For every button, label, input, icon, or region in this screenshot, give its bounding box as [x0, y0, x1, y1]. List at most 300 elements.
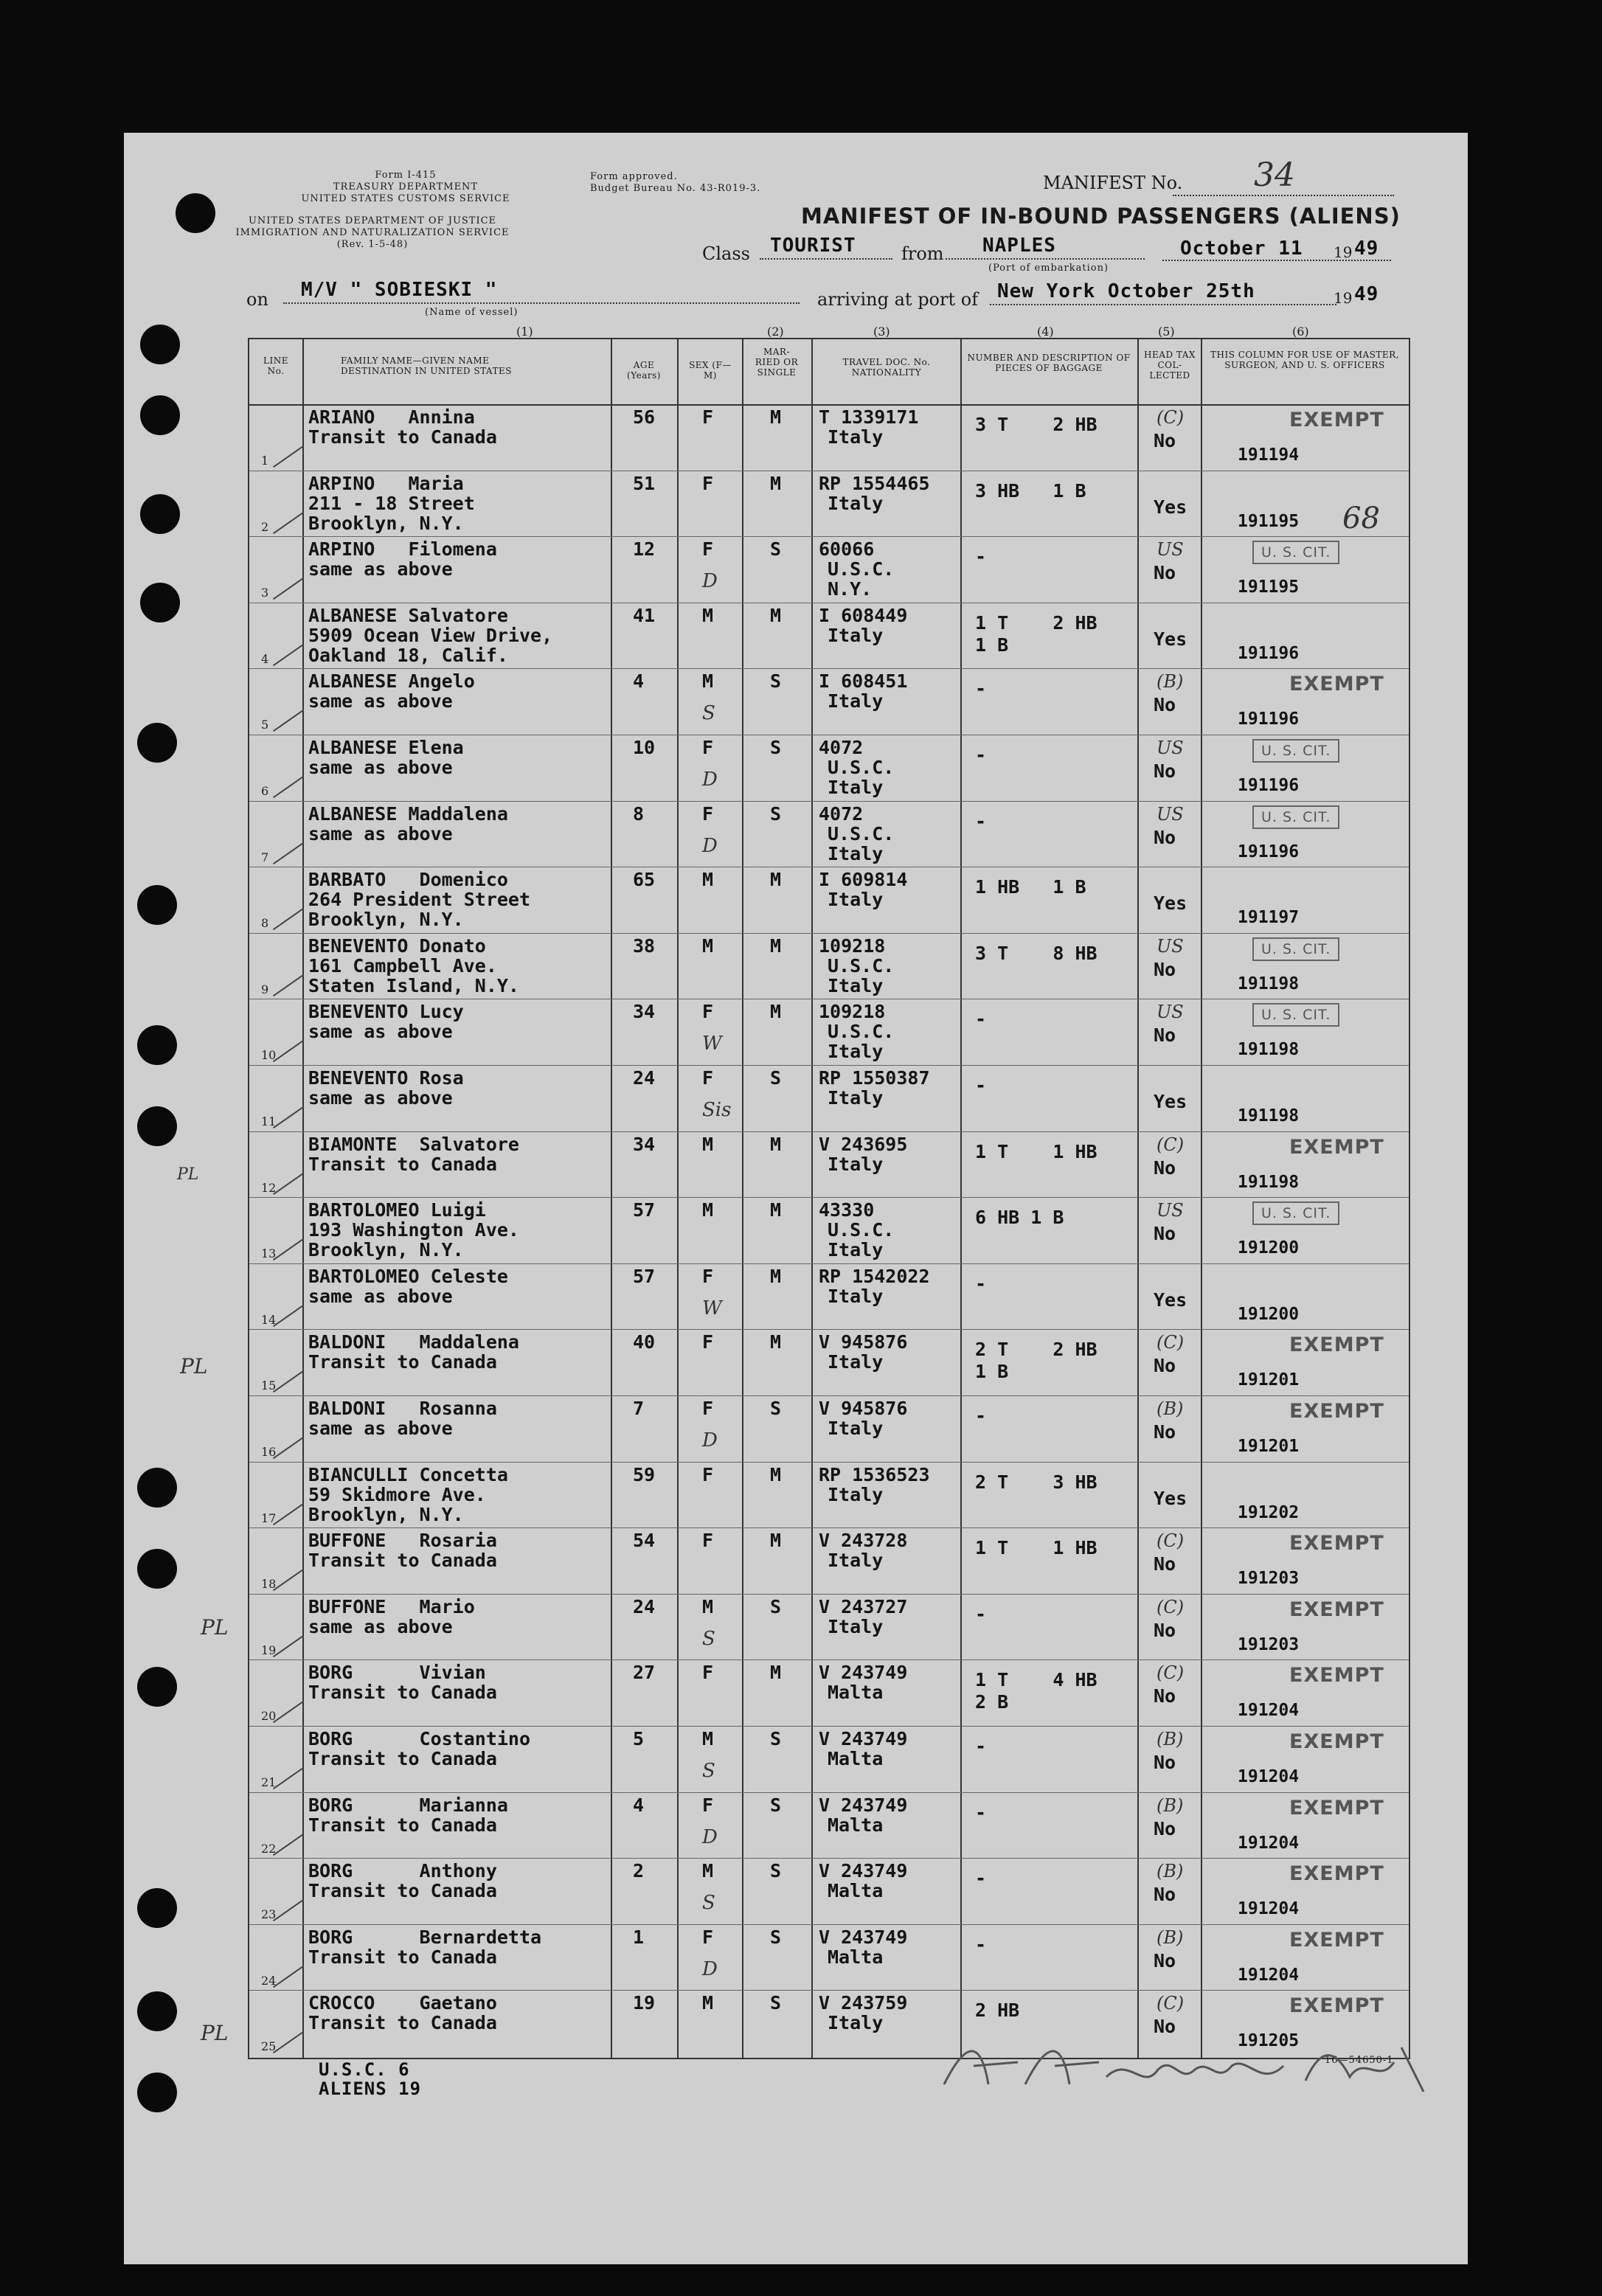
travel-doc: I 609814	[819, 869, 908, 891]
sex: M	[702, 670, 714, 693]
header-age: AGE (Years)	[627, 360, 661, 381]
usc-count: U.S.C. 6	[319, 2059, 410, 2080]
tax-annotation: US	[1157, 738, 1184, 758]
check-mark	[273, 1370, 304, 1392]
baggage: 1 T 4 HB	[975, 1669, 1098, 1691]
arrival-port-date: New York October 25th	[997, 280, 1255, 302]
exempt-stamp: EXEMPT	[1289, 1333, 1384, 1357]
age: 65	[633, 869, 656, 891]
line-number: 1	[261, 454, 269, 468]
margin-note: PL	[201, 1615, 229, 1640]
row-divider	[249, 801, 1409, 802]
row-divider	[249, 1792, 1409, 1793]
row-divider	[249, 1131, 1409, 1132]
officer-number: 191198	[1238, 1172, 1300, 1192]
sex: F	[702, 1067, 714, 1089]
head-tax: No	[1154, 694, 1176, 716]
tax-annotation: (C)	[1157, 1134, 1185, 1155]
age: 19	[633, 1992, 656, 2014]
tax-annotation: US	[1157, 803, 1184, 825]
head-tax: No	[1154, 1156, 1176, 1179]
approval-block	[590, 171, 760, 195]
marital-status: M	[770, 934, 782, 957]
nationality: Italy	[828, 1087, 884, 1109]
travel-doc: I 608451	[819, 670, 908, 693]
line-number: 16	[261, 1445, 277, 1459]
table-row	[249, 536, 1409, 601]
tax-annotation: (C)	[1157, 1993, 1185, 2014]
line-number: 24	[261, 1973, 277, 1988]
table-row	[249, 1263, 1409, 1328]
check-mark	[273, 1040, 304, 1062]
line-number: 25	[261, 2039, 277, 2054]
aliens-count: ALIENS 19	[319, 2078, 422, 2099]
header-travel: TRAVEL DOC. No. NATIONALITY	[842, 357, 931, 378]
nationality: U.S.C. Italy	[828, 954, 895, 996]
passenger-name: BENEVENTO Donato	[308, 934, 486, 957]
head-tax: No	[1154, 1817, 1176, 1839]
sex: F	[702, 1398, 714, 1419]
passenger-name: BORG Marianna	[308, 1794, 508, 1816]
passenger-name: ALBANESE Elena	[308, 737, 464, 758]
head-tax: Yes	[1154, 1487, 1187, 1509]
punch-hole	[137, 1888, 177, 1928]
handwritten-number: 68	[1342, 502, 1380, 535]
exempt-stamp: EXEMPT	[1289, 1532, 1384, 1555]
head-tax: No	[1154, 1752, 1176, 1773]
exempt-stamp: EXEMPT	[1289, 673, 1384, 696]
tax-annotation: US	[1157, 1002, 1184, 1023]
destination: Transit to Canada	[308, 1880, 497, 1902]
sex: F	[702, 1463, 714, 1485]
punch-hole	[137, 1549, 177, 1589]
table-row	[249, 1594, 1409, 1659]
punch-hole	[137, 2073, 177, 2112]
sex: M	[702, 604, 714, 626]
line-number: 12	[261, 1180, 277, 1195]
destination: 211 - 18 Street Brooklyn, N.Y.	[308, 492, 475, 534]
age: 34	[633, 1133, 656, 1155]
relation-mark: D	[702, 1429, 718, 1452]
header-baggage: NUMBER AND DESCRIPTION OF PIECES OF BAGGAGE	[967, 353, 1131, 373]
table-row	[249, 1726, 1409, 1791]
sex: F	[702, 1331, 714, 1353]
baggage: 3 HB 1 B	[975, 479, 1086, 502]
baggage: 2 HB	[975, 2000, 1020, 2022]
exempt-stamp: EXEMPT	[1289, 1400, 1384, 1423]
us-cit-stamp: U. S. CIT.	[1252, 1003, 1339, 1027]
exempt-stamp: EXEMPT	[1289, 1994, 1384, 2018]
travel-doc: 109218	[819, 934, 886, 957]
destination: same as above	[308, 690, 453, 712]
age: 1	[633, 1926, 645, 1948]
destination: Transit to Canada	[308, 1351, 497, 1373]
punch-hole	[137, 885, 177, 925]
destination: same as above	[308, 1021, 453, 1043]
nationality: U.S.C. N.Y.	[828, 558, 895, 600]
nationality: Italy	[828, 889, 884, 911]
row-divider	[249, 1858, 1409, 1859]
punch-hole	[140, 395, 180, 435]
passenger-name: CROCCO Gaetano	[308, 1992, 497, 2014]
officer-number: 191202	[1238, 1502, 1300, 1522]
passenger-name: ALBANESE Angelo	[308, 670, 475, 693]
travel-doc: RP 1550387	[819, 1067, 930, 1089]
table-row	[249, 801, 1409, 866]
baggage: 1 HB 1 B	[975, 876, 1086, 898]
vessel-line	[283, 302, 800, 304]
line-number: 11	[261, 1114, 277, 1128]
check-mark	[273, 776, 304, 798]
budget-bureau: Budget Bureau No. 43-R019-3.	[590, 183, 761, 194]
passenger-name: BORG Vivian	[308, 1662, 486, 1684]
passenger-table	[248, 338, 1410, 2059]
line-number: 4	[261, 651, 269, 666]
age: 59	[633, 1463, 656, 1485]
relation-mark: D	[702, 570, 718, 593]
us-cit-stamp: U. S. CIT.	[1252, 739, 1339, 763]
destination: Transit to Canada	[308, 1550, 497, 1572]
margin-note: PL	[201, 2021, 229, 2045]
header-officers: THIS COLUMN FOR USE OF MASTER, SURGEON, AND U. S. OFFICERS	[1210, 350, 1399, 370]
marital-status: S	[770, 1595, 782, 1617]
head-tax: No	[1154, 760, 1176, 782]
destination: 59 Skidmore Ave. Brooklyn, N.Y.	[308, 1483, 486, 1525]
tax-annotation: (B)	[1157, 1861, 1184, 1882]
nationality: Malta	[828, 1946, 884, 1968]
travel-doc: 109218	[819, 1001, 886, 1023]
nationality: Italy	[828, 1615, 884, 1637]
destination: Transit to Canada	[308, 1748, 497, 1769]
row-divider	[249, 1197, 1409, 1198]
travel-doc: RP 1554465	[819, 472, 930, 494]
baggage: 1 T 1 HB	[975, 1537, 1098, 1559]
destination: same as above	[308, 558, 453, 580]
tax-annotation: US	[1157, 1200, 1184, 1221]
tax-annotation: (C)	[1157, 1332, 1185, 1353]
row-divider	[249, 1263, 1409, 1264]
column-number: (5)	[1158, 325, 1175, 339]
table-row	[249, 735, 1409, 800]
sex: M	[702, 1199, 714, 1221]
header-line-no: LINE No.	[263, 356, 288, 376]
marital-status: M	[770, 604, 782, 626]
marital-status: M	[770, 1463, 782, 1485]
punch-hole	[137, 1667, 177, 1707]
tax-annotation: (C)	[1157, 1530, 1185, 1552]
travel-doc: I 608449	[819, 604, 908, 626]
baggage: -	[975, 1272, 987, 1294]
travel-doc: 4072	[819, 802, 864, 825]
age: 10	[633, 737, 656, 758]
tax-annotation: (B)	[1157, 671, 1184, 693]
officer-number: 191203	[1238, 1634, 1300, 1654]
officer-number: 191204	[1238, 1965, 1300, 1985]
officer-number: 191195	[1238, 511, 1300, 531]
relation-mark: W	[702, 1033, 722, 1055]
head-tax: No	[1154, 958, 1176, 980]
exempt-stamp: EXEMPT	[1289, 1796, 1384, 1820]
nationality: Italy	[828, 1418, 884, 1439]
destination: same as above	[308, 1615, 453, 1637]
relation-mark: S	[702, 1627, 715, 1650]
line-number: 9	[261, 982, 269, 996]
travel-doc: 4072	[819, 737, 864, 758]
form-code: 16—54650-1	[1325, 2055, 1394, 2066]
passenger-name: BIANCULLI Concetta	[308, 1463, 508, 1485]
on-label: on	[246, 289, 268, 310]
sex: F	[702, 472, 714, 494]
destination: same as above	[308, 757, 453, 778]
check-mark	[273, 1238, 304, 1260]
travel-doc: V 243749	[819, 1662, 908, 1684]
table-row	[249, 1329, 1409, 1394]
head-tax: No	[1154, 1421, 1176, 1443]
passenger-name: BALDONI Rosanna	[308, 1398, 497, 1419]
relation-mark: D	[702, 1825, 718, 1848]
passenger-name: BARTOLOMEO Luigi	[308, 1199, 486, 1221]
head-tax: No	[1154, 1884, 1176, 1906]
punch-hole	[137, 1991, 177, 2031]
sex: F	[702, 1926, 714, 1948]
sex: M	[702, 1133, 714, 1155]
line-number: 3	[261, 586, 269, 600]
punch-hole	[137, 1025, 177, 1065]
row-divider	[249, 1065, 1409, 1066]
baggage: -	[975, 1867, 987, 1890]
table-row	[249, 1792, 1409, 1857]
marital-status: S	[770, 1992, 782, 2014]
row-divider	[249, 1527, 1409, 1528]
head-tax: No	[1154, 1355, 1176, 1377]
travel-doc: V 243728	[819, 1530, 908, 1552]
head-tax: No	[1154, 1685, 1176, 1707]
relation-mark: Sis	[702, 1099, 732, 1121]
baggage: 3 T 8 HB	[975, 942, 1098, 964]
relation-mark: S	[702, 702, 715, 725]
manifest-no-value: 34	[1254, 156, 1295, 194]
baggage: -	[975, 1933, 987, 1955]
marital-status: M	[770, 472, 782, 494]
age: 8	[633, 802, 645, 825]
nationality: Malta	[828, 1682, 884, 1704]
column-number: (3)	[873, 325, 890, 339]
line-number: 17	[261, 1511, 277, 1525]
travel-doc: 43330	[819, 1199, 875, 1221]
head-tax: No	[1154, 430, 1176, 451]
nationality: Italy	[828, 2012, 884, 2034]
travel-doc: RP 1536523	[819, 1463, 930, 1485]
vessel-caption: (Name of vessel)	[425, 307, 519, 318]
age: 57	[633, 1265, 656, 1287]
travel-doc: V 945876	[819, 1331, 908, 1353]
marital-status: M	[770, 1662, 782, 1684]
sex: F	[702, 1662, 714, 1684]
passenger-name: BUFFONE Rosaria	[308, 1530, 497, 1552]
baggage-extra: 1 B	[975, 634, 1009, 656]
row-divider	[249, 1462, 1409, 1463]
line-number: 2	[261, 519, 269, 534]
exempt-stamp: EXEMPT	[1289, 1664, 1384, 1688]
table-row	[249, 999, 1409, 1064]
passenger-name: BALDONI Maddalena	[308, 1331, 519, 1353]
officer-number: 191197	[1238, 908, 1300, 928]
header-married: MAR-RIED OR SINGLE	[755, 347, 799, 378]
exempt-stamp: EXEMPT	[1289, 1598, 1384, 1621]
exempt-stamp: EXEMPT	[1289, 1862, 1384, 1886]
travel-doc: V 945876	[819, 1398, 908, 1419]
check-mark	[273, 1569, 304, 1591]
table-row	[249, 1858, 1409, 1923]
exempt-stamp: EXEMPT	[1289, 1135, 1384, 1159]
nationality: Italy	[828, 690, 884, 712]
passenger-name: BENEVENTO Lucy	[308, 1001, 464, 1023]
exempt-stamp: EXEMPT	[1289, 1730, 1384, 1753]
nationality: Italy	[828, 426, 884, 448]
head-tax: Yes	[1154, 1091, 1187, 1112]
tax-annotation: US	[1157, 539, 1184, 561]
baggage: -	[975, 744, 987, 766]
check-mark	[273, 1106, 304, 1128]
check-mark	[273, 445, 304, 468]
officer-number: 191201	[1238, 1437, 1300, 1456]
nationality: Italy	[828, 624, 884, 646]
check-mark	[273, 1966, 304, 1988]
marital-status: M	[770, 869, 782, 891]
baggage: -	[975, 1405, 987, 1426]
check-mark	[273, 1502, 304, 1525]
line-number: 8	[261, 916, 269, 931]
line-number: 21	[261, 1775, 277, 1789]
passenger-name: BORG Anthony	[308, 1860, 497, 1882]
check-mark	[273, 644, 304, 666]
head-tax: No	[1154, 1223, 1176, 1245]
marital-status: S	[770, 1067, 782, 1089]
row-divider	[249, 1659, 1409, 1660]
destination: Transit to Canada	[308, 1946, 497, 1968]
nationality: Italy	[828, 1550, 884, 1572]
line-number: 15	[261, 1378, 277, 1393]
header-name: FAMILY NAME—GIVEN NAME DESTINATION IN UNITED STATES	[341, 356, 512, 376]
marital-status: M	[770, 406, 782, 428]
age: 27	[633, 1662, 656, 1684]
check-mark	[273, 1635, 304, 1657]
officer-number: 191196	[1238, 710, 1300, 729]
head-tax: No	[1154, 826, 1176, 848]
travel-doc: V 243759	[819, 1992, 908, 2014]
baggage: -	[975, 810, 987, 832]
marital-status: S	[770, 538, 782, 561]
punch-hole	[140, 583, 180, 622]
check-mark	[273, 908, 304, 930]
header-tax: HEAD TAX COL-LECTED	[1144, 350, 1196, 381]
date-line	[1162, 260, 1391, 261]
us-cit-stamp: U. S. CIT.	[1252, 805, 1339, 829]
class-line	[760, 258, 892, 260]
marital-status: S	[770, 1398, 782, 1419]
sex: F	[702, 1265, 714, 1287]
customs-service: UNITED STATES CUSTOMS SERVICE	[301, 193, 510, 204]
table-row	[249, 933, 1409, 998]
passenger-name: BENEVENTO Rosa	[308, 1067, 464, 1089]
officer-number: 191200	[1238, 1304, 1300, 1324]
passenger-name: BARTOLOMEO Celeste	[308, 1265, 508, 1287]
passenger-name: ALBANESE Salvatore	[308, 604, 508, 626]
sex: F	[702, 1530, 714, 1552]
sex: F	[702, 737, 714, 758]
marital-status: M	[770, 1265, 782, 1287]
officer-number: 191204	[1238, 1899, 1300, 1919]
destination: 193 Washington Ave. Brooklyn, N.Y.	[308, 1219, 519, 1261]
age: 5	[633, 1728, 645, 1749]
line-number: 13	[261, 1246, 277, 1261]
table-row	[249, 404, 1409, 469]
travel-doc: V 243727	[819, 1595, 908, 1617]
row-divider	[249, 1726, 1409, 1727]
row-divider	[249, 1594, 1409, 1595]
passenger-name: ARPINO Maria	[308, 472, 464, 494]
marital-status: S	[770, 1860, 782, 1882]
nationality: Malta	[828, 1748, 884, 1769]
port-embark-caption: (Port of embarkation)	[988, 263, 1109, 274]
table-row	[249, 1462, 1409, 1527]
justice-dept: UNITED STATES DEPARTMENT OF JUSTICE	[248, 215, 497, 226]
table-row	[249, 1395, 1409, 1460]
age: 4	[633, 1794, 645, 1816]
destination: Transit to Canada	[308, 2012, 497, 2034]
age: 24	[633, 1067, 656, 1089]
row-divider	[249, 1924, 1409, 1925]
destination: Transit to Canada	[308, 1814, 497, 1836]
relation-mark: D	[702, 834, 718, 857]
form-number: Form I-415	[375, 170, 437, 181]
check-mark	[273, 1833, 304, 1855]
officer-number: 191194	[1238, 445, 1300, 465]
marital-status: M	[770, 1001, 782, 1023]
baggage: 6 HB 1 B	[975, 1207, 1064, 1229]
sex: F	[702, 1794, 714, 1816]
manifest-no-label: MANIFEST No.	[1043, 173, 1183, 193]
officer-number: 191195	[1238, 578, 1300, 597]
head-tax: Yes	[1154, 628, 1187, 650]
marital-status: M	[770, 1530, 782, 1552]
signature-stroke	[944, 2047, 1424, 2092]
age: 38	[633, 934, 656, 957]
baggage: 2 T 3 HB	[975, 1471, 1098, 1493]
row-divider	[249, 1329, 1409, 1330]
punch-hole	[137, 1106, 177, 1146]
table-row	[249, 1527, 1409, 1592]
tax-annotation: (C)	[1157, 1662, 1185, 1684]
row-divider	[249, 933, 1409, 934]
marital-status: S	[770, 1926, 782, 1948]
travel-doc: T 1339171	[819, 406, 919, 428]
class-value: TOURIST	[770, 235, 856, 257]
tax-annotation: (C)	[1157, 407, 1185, 428]
from-line	[946, 258, 1145, 260]
age: 24	[633, 1595, 656, 1617]
baggage: -	[975, 1735, 987, 1757]
line-number: 19	[261, 1643, 277, 1657]
departure-year-prefix: 19	[1334, 243, 1353, 261]
marital-status: S	[770, 1794, 782, 1816]
check-mark	[273, 710, 304, 732]
tax-annotation: (B)	[1157, 1398, 1184, 1419]
column-number: (2)	[767, 325, 784, 339]
line-number: 5	[261, 718, 269, 732]
marital-status: M	[770, 1133, 782, 1155]
travel-doc: RP 1542022	[819, 1265, 930, 1287]
